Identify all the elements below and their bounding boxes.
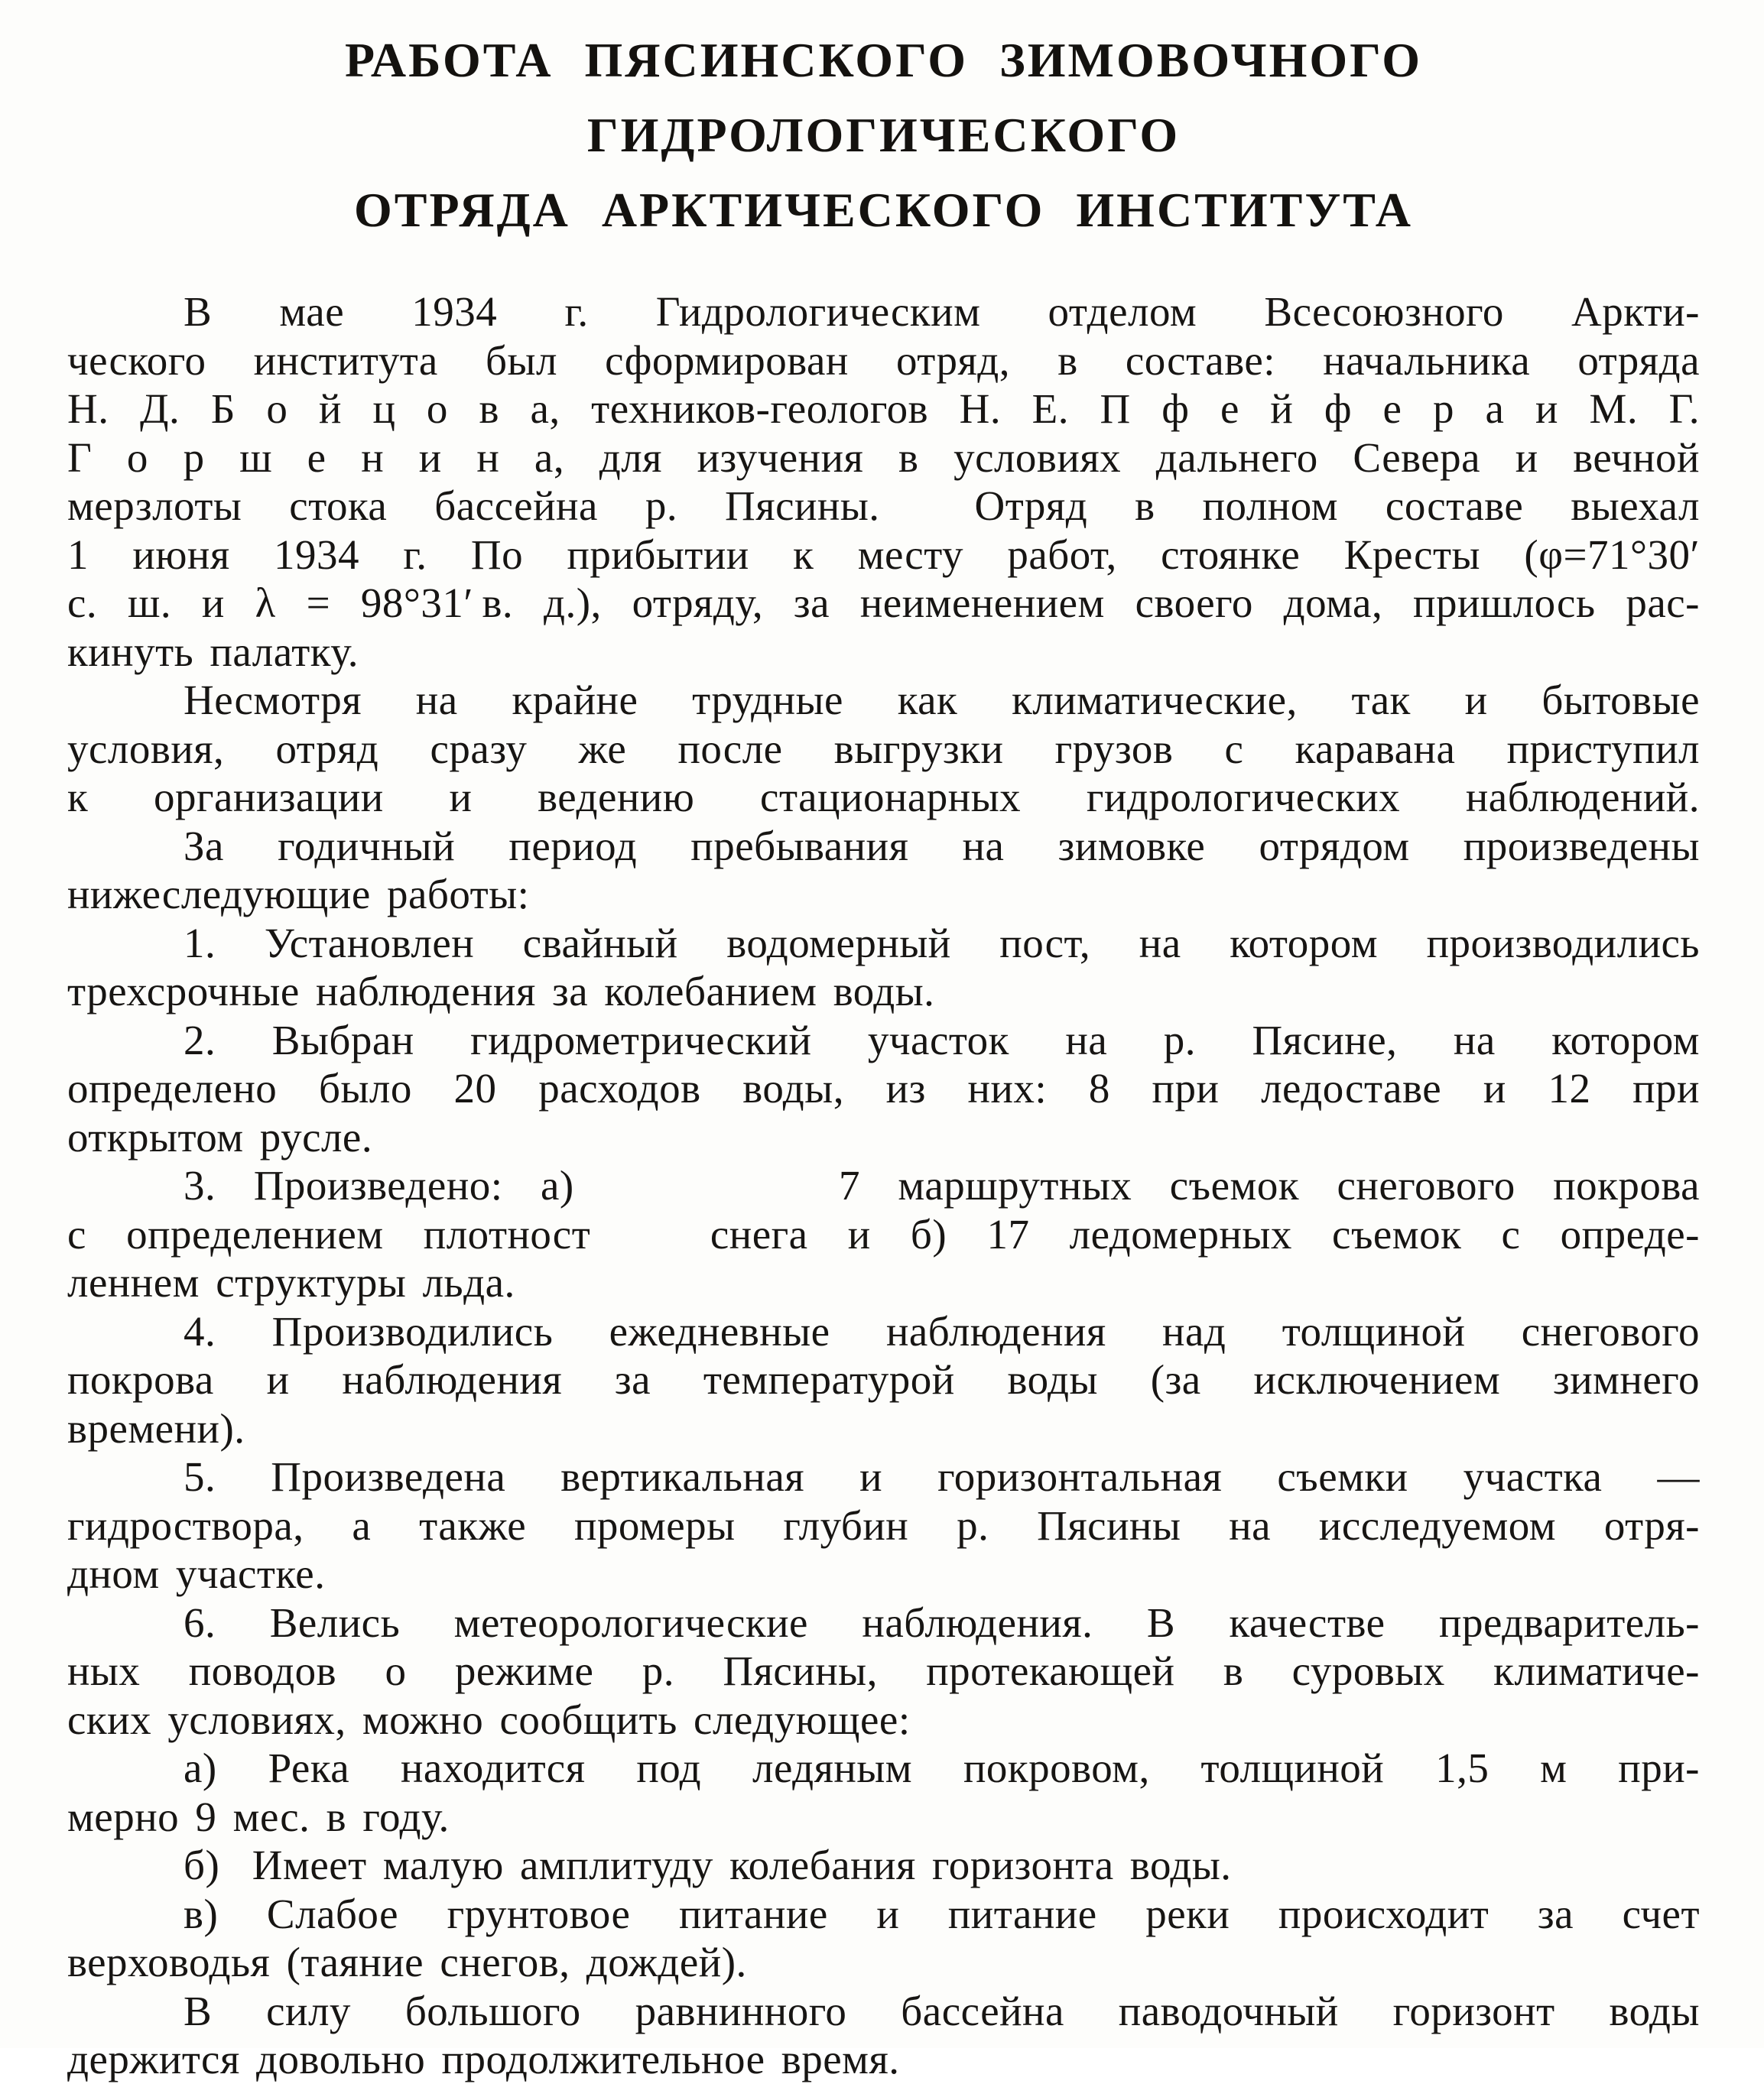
list-item-5 — [67, 1453, 1700, 1599]
text-line: кинуть палатку. — [67, 628, 359, 675]
text-line: 5. Произведена вертикальная и горизонтальная съемки участка — — [184, 1453, 1700, 1500]
page-title-line-2: ОТРЯДА АРКТИЧЕСКОГО ИНСТИТУТА — [353, 183, 1414, 237]
text-line: В силу большого равнинного бассейна паводочный горизонт воды — [184, 1987, 1700, 2034]
page-title-line-1: РАБОТА ПЯСИНСКОГО ЗИМОВОЧНОГО ГИДРОЛОГИЧЕСКОГО — [344, 33, 1423, 162]
text-line: трехсрочные наблюдения за колебанием воды. — [67, 968, 935, 1014]
text-line: 3. Произведено: а) 7 маршрутных съемок снегового покрова — [184, 1162, 1700, 1209]
list-item-6 — [67, 1599, 1700, 1745]
text-line: а) Река находится под ледяным покровом, толщиной 1,5 м при- — [184, 1745, 1700, 1791]
text-line: гидроствора, а также промеры глубин р. Пясины на исследуемом отря- — [67, 1501, 1700, 1549]
text-line: открытом русле. — [67, 1113, 373, 1160]
text-line: леннем структуры льда. — [67, 1259, 515, 1306]
list-item-1 — [67, 919, 1700, 1016]
text-line: условия, отряд сразу же после выгрузки грузов с каравана приступил — [67, 725, 1700, 772]
text-line: В мае 1934 г. Гидрологическим отделом Всесоюзного Аркти- — [184, 288, 1700, 335]
text-line: Н. Д. Б о й ц о в а, техников-геологов Н. Е. П ф е й ф е р а и М. Г. — [67, 385, 1700, 432]
text-line: мерзлоты стока бассейна р. Пясины. Отряд в полном составе выехал — [67, 482, 1700, 529]
text-line: 4. Производились ежедневные наблюдения над толщиной снегового — [184, 1307, 1700, 1355]
text-line: дном участке. — [67, 1550, 326, 1597]
text-line: ческого института был сформирован отряд, в составе: начальника отряда — [67, 336, 1700, 384]
document-body — [67, 287, 1700, 2084]
text-line: нижеследующие работы: — [67, 871, 530, 917]
text-line: к организации и ведению стационарных гидрологических наблюдений. — [67, 774, 1700, 820]
list-item-4 — [67, 1307, 1700, 1453]
page-title — [67, 23, 1700, 248]
text-line: верховодья (таяние снегов, дождей). — [67, 1939, 747, 1985]
text-line: мерно 9 мес. в году. — [67, 1793, 450, 1840]
paragraph-works-intro — [67, 822, 1700, 919]
text-line: держится довольно продолжительное время. — [67, 2036, 900, 2082]
sub-item-b — [67, 1841, 1700, 1890]
sub-item-v — [67, 1890, 1700, 1987]
text-line: Несмотря на крайне трудные как климатические, так и бытовые — [184, 677, 1700, 723]
text-line: с. ш. и λ = 98°31′ в. д.), отряду, за неименением своего дома, пришлось рас- — [67, 579, 1700, 626]
text-line: 2. Выбран гидрометрический участок на р. Пясине, на котором — [184, 1016, 1700, 1063]
paragraph-intro — [67, 287, 1700, 676]
text-line: Г о р ш е н и н а, для изучения в условиях дальнего Севера и вечной — [67, 433, 1700, 481]
text-line: 1 июня 1934 г. По прибытии к месту работ, стоянке Кресты (φ=71°30′ — [67, 531, 1700, 578]
text-line: покрова и наблюдения за температурой воды (за исключением зимнего — [67, 1356, 1700, 1403]
text-line: 6. Велись метеорологические наблюдения. В качестве предваритель- — [184, 1599, 1700, 1646]
text-line: б) Имеет малую амплитуду колебания горизонта воды. — [184, 1842, 1232, 1888]
text-line: времени). — [67, 1404, 245, 1452]
text-line: с определением плотност снега и б) 17 ледомерных съемок с опреде- — [67, 1210, 1700, 1258]
text-line: в) Слабое грунтовое питание и питание реки происходит за счет — [184, 1890, 1700, 1937]
text-line: ских условиях, можно сообщить следующее: — [67, 1696, 911, 1743]
text-line: ных поводов о режиме р. Пясины, протекающей в суровых климатиче- — [67, 1647, 1700, 1694]
paragraph-conclusion — [67, 1987, 1700, 2084]
list-item-2 — [67, 1016, 1700, 1162]
text-line: За годичный период пребывания на зимовке отрядом произведены — [184, 822, 1700, 869]
text-line: определено было 20 расходов воды, из них: 8 при ледоставе и 12 при — [67, 1065, 1700, 1112]
text-line: 1. Установлен свайный водомерный пост, на котором производились — [184, 919, 1700, 966]
sub-item-a — [67, 1744, 1700, 1841]
list-item-3 — [67, 1161, 1700, 1307]
paragraph-conditions — [67, 676, 1700, 822]
